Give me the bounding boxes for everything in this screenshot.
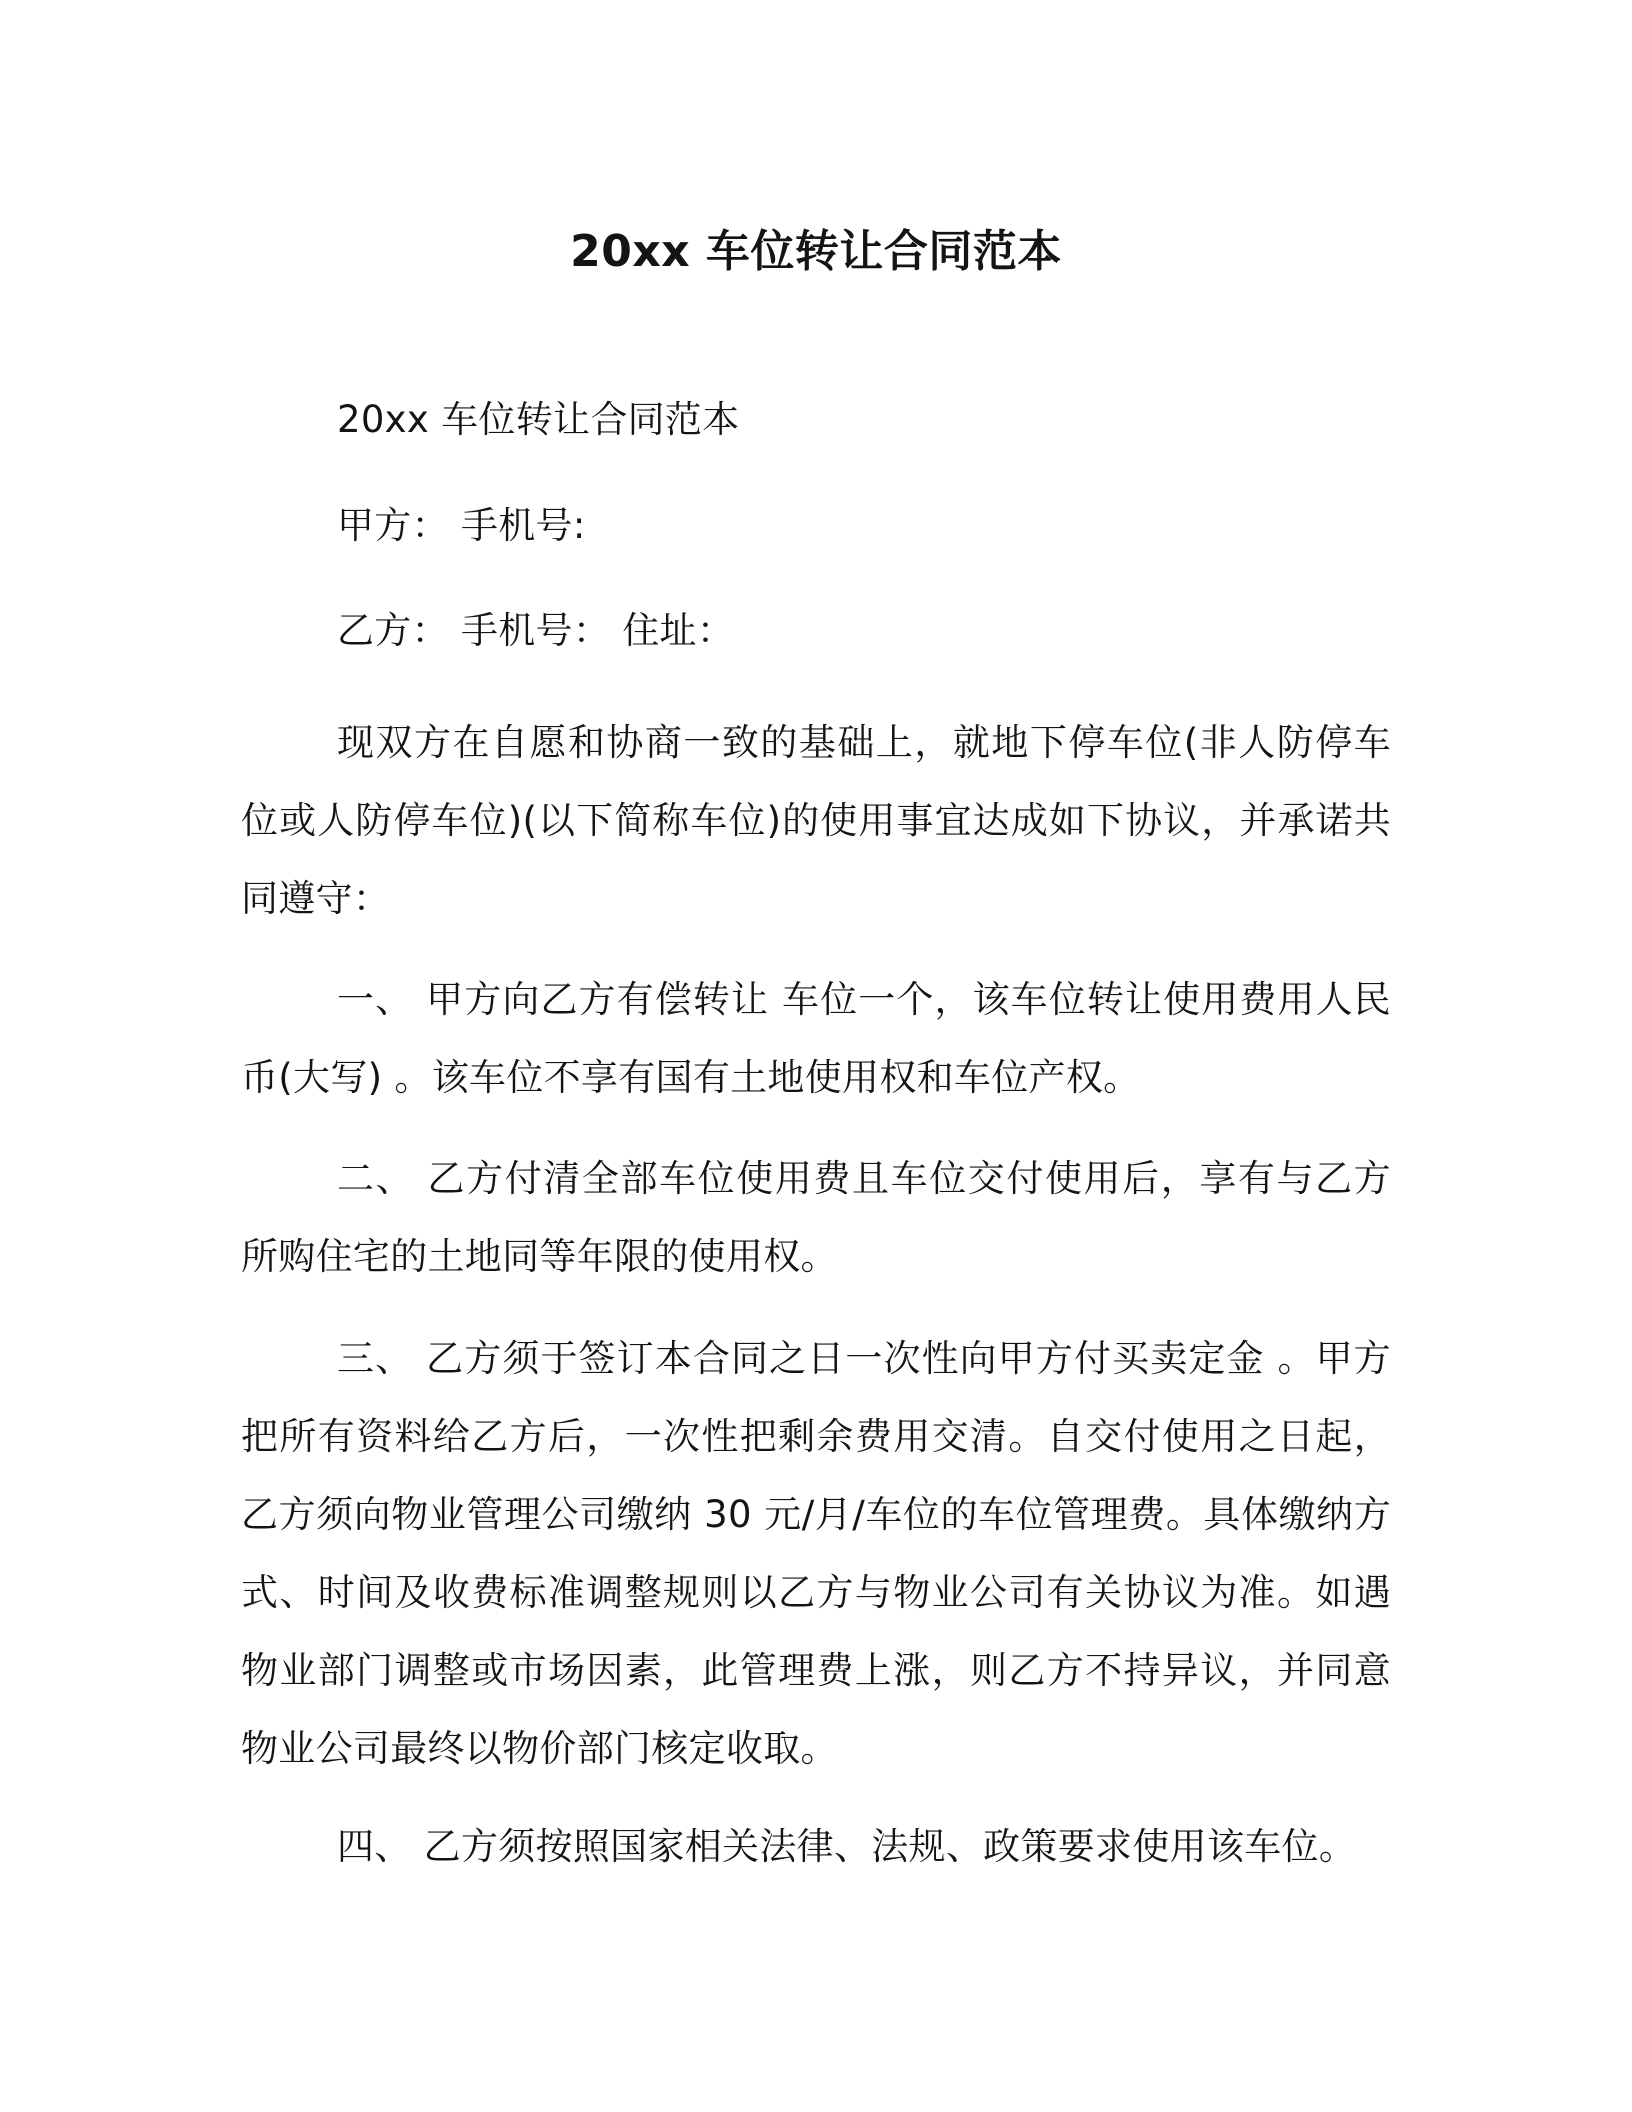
clause-2-paragraph: 二、 乙方付清全部车位使用费且车位交付使用后，享有与乙方所购住宅的土地同等年限的使用权。 — [241, 1157, 1391, 1278]
clause-4-paragraph: 四、 乙方须按照国家相关法律、法规、政策要求使用该车位。 — [337, 1825, 1357, 1868]
party-b-line: 乙方： 手机号： 住址： — [337, 609, 735, 652]
document-title: 20xx 车位转让合同范本 — [570, 226, 1062, 277]
clause-1-paragraph: 一、 甲方向乙方有偿转让 车位一个，该车位转让使用费用人民币(大写) 。该车位不享有国有土地使用权和车位产权。 — [241, 978, 1391, 1099]
party-a-line: 甲方： 手机号: — [337, 504, 586, 547]
preamble-paragraph: 现双方在自愿和协商一致的基础上，就地下停车位(非人防停车位或人防停车位)(以下简称车位)的使用事宜达成如下协议，并承诺共同遵守： — [241, 721, 1391, 920]
document-subtitle: 20xx 车位转让合同范本 — [337, 398, 740, 441]
clause-3-paragraph: 三、 乙方须于签订本合同之日一次性向甲方付买卖定金 。甲方把所有资料给乙方后，一次性把剩余费用交清。自交付使用之日起，乙方须向物业管理公司缴纳 30 元/月/车位的车位管理费。具体缴纳方式、时间及收费标准调整规则以乙方与物业公司有关协议为准。如遇物业部门调整或市场因素，此管理费上涨，则乙方不持异议，并同意物业公司最终以物价部门核定收取。 — [241, 1337, 1391, 1770]
